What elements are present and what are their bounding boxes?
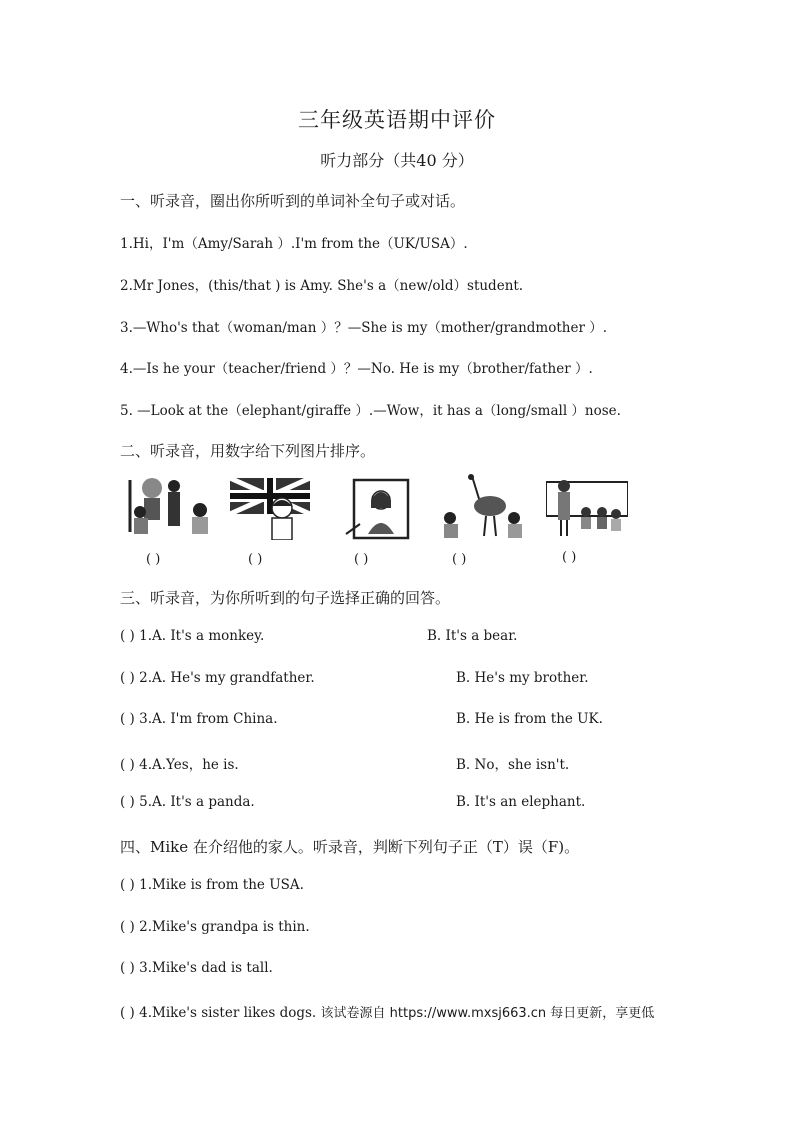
section3-item-5-b: B. It's an elephant. xyxy=(456,794,586,810)
section4-item-1: ( ) 1.Mike is from the USA. xyxy=(120,877,304,893)
section1-heading: 一、听录音，圈出你所听到的单词补全句子或对话。 xyxy=(120,192,466,210)
section3-item-5-a: ( ) 5.A. It's a panda. xyxy=(120,794,255,810)
section2-heading: 二、听录音，用数字给下列图片排序。 xyxy=(120,442,376,460)
page-title: 三年级英语期中评价 xyxy=(298,108,496,132)
section3-heading: 三、听录音，为你所听到的句子选择正确的回答。 xyxy=(120,589,451,607)
teacher-children-image xyxy=(546,472,628,544)
classroom-scene-image xyxy=(122,472,214,544)
section4-item-4-row xyxy=(120,1002,654,1021)
picture-3-blank[interactable]: ( ) xyxy=(354,552,369,567)
picture-2-blank[interactable]: ( ) xyxy=(248,552,263,567)
section3-item-1-b: B. It's a bear. xyxy=(427,628,518,644)
source-footer: 该试卷源自 https://www.mxsj663.cn 每日更新，享更低 xyxy=(320,1006,655,1021)
framed-portrait-image xyxy=(344,472,418,544)
section4-item-3: ( ) 3.Mike's dad is tall. xyxy=(120,960,273,976)
section1-item-5: 5. —Look at the（elephant/giraffe ）.—Wow，it has a（long/small ）nose. xyxy=(120,403,621,419)
picture-4-blank[interactable]: ( ) xyxy=(452,552,467,567)
section3-item-4-a: ( ) 4.A.Yes，he is. xyxy=(120,757,239,773)
section3-item-3-a: ( ) 3.A. I'm from China. xyxy=(120,711,278,727)
section3-item-2-a: ( ) 2.A. He's my grandfather. xyxy=(120,670,315,686)
section3-item-1-a: ( ) 1.A. It's a monkey. xyxy=(120,628,265,644)
section4-item-4: ( ) 4.Mike's sister likes dogs. xyxy=(120,1005,317,1021)
section1-item-4: 4.—Is he your（teacher/friend ）？—No. He is my（brother/father ）. xyxy=(120,361,593,377)
section4-heading: 四、Mike 在介绍他的家人。听录音，判断下列句子正（T）误（F)。 xyxy=(120,838,580,856)
picture-5-blank[interactable]: ( ) xyxy=(562,550,577,565)
picture-strip xyxy=(122,472,628,572)
section3-item-2-b: B. He's my brother. xyxy=(456,670,589,686)
section3-item-4-b: B. No，she isn't. xyxy=(456,757,570,773)
section1-item-1: 1.Hi，I'm（Amy/Sarah ）.I'm from the（UK/USA）. xyxy=(120,236,468,252)
page-subtitle: 听力部分（共40 分） xyxy=(320,151,474,170)
section3-item-3-b: B. He is from the UK. xyxy=(456,711,603,727)
section4-item-2: ( ) 2.Mike's grandpa is thin. xyxy=(120,919,310,935)
uk-flag-girl-image xyxy=(230,472,310,540)
ostrich-zoo-image xyxy=(440,472,526,544)
section1-item-3: 3.—Who's that（woman/man ）？—She is my（mother/grandmother ）. xyxy=(120,320,607,336)
section1-item-2: 2.Mr Jones，(this/that ) is Amy. She's a（new/old）student. xyxy=(120,278,524,294)
picture-1-blank[interactable]: ( ) xyxy=(146,552,161,567)
